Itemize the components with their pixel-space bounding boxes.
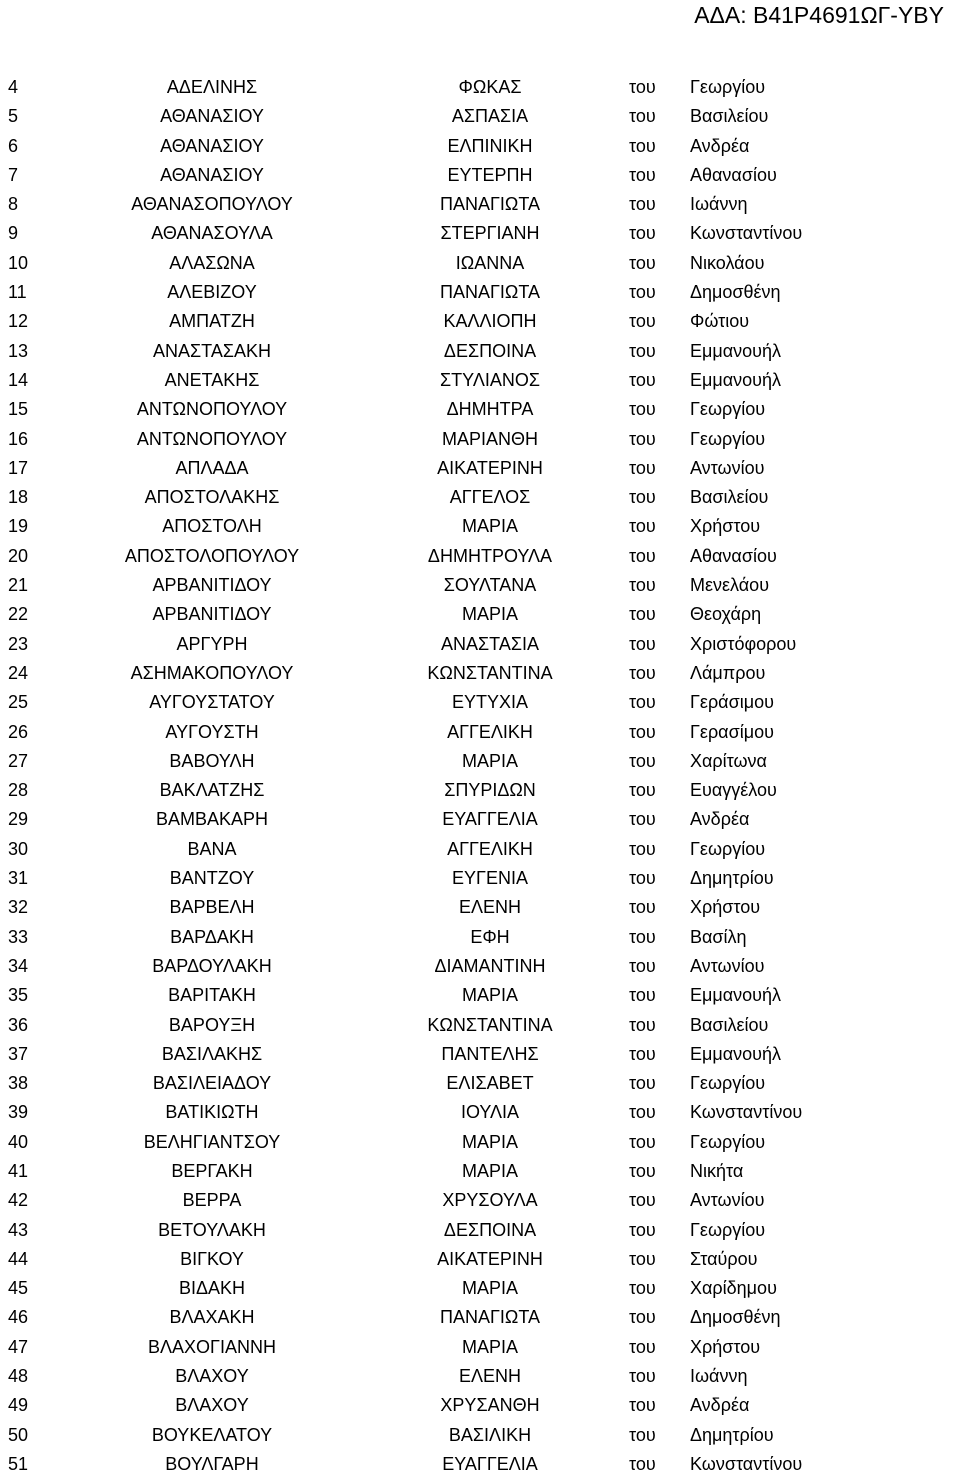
surname: ΑΥΓΟΥΣΤΗ bbox=[165, 721, 259, 742]
first-name: ΒΑΣΙΛΙΚΗ bbox=[448, 1424, 532, 1445]
list-row bbox=[0, 1011, 960, 1040]
of-word: του bbox=[629, 369, 656, 390]
list-row bbox=[0, 1274, 960, 1303]
of-word: του bbox=[629, 1190, 656, 1211]
first-name: ΕΥΑΓΓΕΛΙΑ bbox=[442, 809, 538, 830]
of-word: του bbox=[629, 838, 656, 859]
first-name: ΑΓΓΕΛΙΚΗ bbox=[447, 721, 533, 742]
surname: ΒΕΤΟΥΛΑΚΗ bbox=[158, 1219, 266, 1240]
father-name: Αντωνίου bbox=[690, 457, 765, 478]
first-name: ΣΠΥΡΙΔΩΝ bbox=[444, 780, 536, 801]
first-name: ΑΙΚΑΤΕΡΙΝΗ bbox=[437, 457, 543, 478]
father-name: Βασιλείου bbox=[690, 487, 769, 508]
of-word: του bbox=[629, 545, 656, 566]
of-word: του bbox=[629, 721, 656, 742]
father-name: Γεωργίου bbox=[690, 428, 766, 449]
surname: ΒΑΡΔΑΚΗ bbox=[170, 926, 254, 947]
first-name: ΑΓΓΕΛΟΣ bbox=[449, 487, 531, 508]
father-name: Γεωργίου bbox=[690, 1073, 766, 1094]
of-word: του bbox=[629, 516, 656, 537]
first-name: ΕΥΓΕΝΙΑ bbox=[452, 868, 528, 889]
first-name: ΣΤΕΡΓΙΑΝΗ bbox=[440, 223, 540, 244]
of-word: του bbox=[629, 897, 656, 918]
surname: ΑΘΑΝΑΣΙΟΥ bbox=[160, 135, 264, 156]
of-word: του bbox=[629, 604, 656, 625]
name-list bbox=[0, 73, 960, 1479]
of-word: του bbox=[629, 1043, 656, 1064]
row-number: 27 bbox=[8, 750, 29, 771]
row-number: 28 bbox=[8, 780, 29, 801]
surname: ΒΑΤΙΚΙΩΤΗ bbox=[165, 1102, 259, 1123]
list-row bbox=[0, 366, 960, 395]
father-name: Κωνσταντίνου bbox=[690, 1102, 803, 1123]
list-row bbox=[0, 542, 960, 571]
list-row bbox=[0, 1186, 960, 1215]
father-name: Γεωργίου bbox=[690, 1219, 766, 1240]
of-word: του bbox=[629, 926, 656, 947]
father-name: Χριστόφορου bbox=[690, 633, 797, 654]
row-number: 51 bbox=[8, 1453, 29, 1474]
row-number: 21 bbox=[8, 575, 29, 596]
surname: ΑΝΑΣΤΑΣΑΚΗ bbox=[153, 340, 271, 361]
surname: ΑΝΤΩΝΟΠΟΥΛΟΥ bbox=[136, 399, 288, 420]
of-word: του bbox=[629, 1307, 656, 1328]
list-row bbox=[0, 132, 960, 161]
first-name: ΜΑΡΙΑ bbox=[461, 1336, 519, 1357]
first-name: ΙΟΥΛΙΑ bbox=[460, 1102, 520, 1123]
of-word: του bbox=[629, 575, 656, 596]
list-row bbox=[0, 1216, 960, 1245]
surname: ΑΝΕΤΑΚΗΣ bbox=[164, 369, 260, 390]
list-row bbox=[0, 337, 960, 366]
surname: ΒΕΡΓΑΚΗ bbox=[171, 1160, 253, 1181]
father-name: Αθανασίου bbox=[690, 164, 777, 185]
first-name: ΜΑΡΙΑ bbox=[461, 1160, 519, 1181]
surname: ΒΛΑΧΟΥ bbox=[175, 1366, 249, 1387]
of-word: του bbox=[629, 135, 656, 156]
first-name: ΔΙΑΜΑΝΤΙΝΗ bbox=[434, 955, 546, 976]
row-number: 23 bbox=[8, 633, 29, 654]
row-number: 37 bbox=[8, 1043, 29, 1064]
surname: ΑΡΒΑΝΙΤΙΔΟΥ bbox=[152, 575, 272, 596]
of-word: του bbox=[629, 311, 656, 332]
father-name: Εμμανουήλ bbox=[690, 369, 782, 390]
surname: ΒΛΑΧΑΚΗ bbox=[169, 1307, 255, 1328]
first-name: ΑΣΠΑΣΙΑ bbox=[451, 106, 529, 127]
of-word: του bbox=[629, 1336, 656, 1357]
surname: ΑΘΑΝΑΣΙΟΥ bbox=[160, 164, 264, 185]
father-name: Ιωάννη bbox=[690, 1366, 748, 1387]
row-number: 30 bbox=[8, 838, 29, 859]
first-name: ΜΑΡΙΑ bbox=[461, 516, 519, 537]
first-name: ΠΑΝΑΓΙΩΤΑ bbox=[439, 194, 541, 215]
father-name: Ανδρέα bbox=[690, 809, 750, 830]
surname: ΑΥΓΟΥΣΤΑΤΟΥ bbox=[149, 692, 275, 713]
row-number: 39 bbox=[8, 1102, 29, 1123]
first-name: ΑΓΓΕΛΙΚΗ bbox=[447, 838, 533, 859]
list-row bbox=[0, 776, 960, 805]
first-name: ΔΕΣΠΟΙΝΑ bbox=[443, 1219, 537, 1240]
row-number: 38 bbox=[8, 1073, 29, 1094]
of-word: του bbox=[629, 809, 656, 830]
list-row bbox=[0, 219, 960, 248]
first-name: ΚΩΝΣΤΑΝΤΙΝΑ bbox=[427, 662, 553, 683]
row-number: 25 bbox=[8, 692, 29, 713]
of-word: του bbox=[629, 955, 656, 976]
first-name: ΕΛΕΝΗ bbox=[458, 1366, 522, 1387]
surname: ΒΑΡΙΤΑΚΗ bbox=[168, 985, 256, 1006]
father-name: Εμμανουήλ bbox=[690, 340, 782, 361]
row-number: 15 bbox=[8, 399, 29, 420]
first-name: ΚΩΝΣΤΑΝΤΙΝΑ bbox=[427, 1014, 553, 1035]
surname: ΒΑΣΙΛΑΚΗΣ bbox=[161, 1043, 263, 1064]
of-word: του bbox=[629, 223, 656, 244]
list-row bbox=[0, 278, 960, 307]
row-number: 33 bbox=[8, 926, 29, 947]
list-row bbox=[0, 190, 960, 219]
of-word: του bbox=[629, 1102, 656, 1123]
list-row bbox=[0, 981, 960, 1010]
surname: ΑΝΤΩΝΟΠΟΥΛΟΥ bbox=[136, 428, 288, 449]
surname: ΒΟΥΚΕΛΑΤΟΥ bbox=[151, 1424, 273, 1445]
of-word: του bbox=[629, 399, 656, 420]
father-name: Αθανασίου bbox=[690, 545, 777, 566]
father-name: Κωνσταντίνου bbox=[690, 223, 803, 244]
of-word: του bbox=[629, 1160, 656, 1181]
row-number: 24 bbox=[8, 662, 29, 683]
row-number: 41 bbox=[8, 1160, 29, 1181]
list-row bbox=[0, 1128, 960, 1157]
father-name: Βασιλείου bbox=[690, 1014, 769, 1035]
surname: ΑΘΑΝΑΣΙΟΥ bbox=[160, 106, 264, 127]
first-name: ΙΩΑΝΝΑ bbox=[455, 252, 525, 273]
surname: ΒΙΓΚΟΥ bbox=[180, 1248, 244, 1269]
father-name: Χαρίδημου bbox=[690, 1278, 777, 1299]
first-name: ΧΡΥΣΑΝΘΗ bbox=[440, 1395, 540, 1416]
father-name: Βασιλείου bbox=[690, 106, 769, 127]
first-name: ΜΑΡΙΑ bbox=[461, 1131, 519, 1152]
list-row bbox=[0, 923, 960, 952]
row-number: 4 bbox=[8, 77, 19, 97]
list-row bbox=[0, 1245, 960, 1274]
surname: ΒΛΑΧΟΓΙΑΝΝΗ bbox=[148, 1336, 276, 1357]
row-number: 29 bbox=[8, 809, 29, 830]
list-row bbox=[0, 630, 960, 659]
surname: ΒΑΒΟΥΛΗ bbox=[169, 750, 255, 771]
father-name: Νικολάου bbox=[690, 252, 765, 273]
row-number: 6 bbox=[8, 135, 19, 156]
father-name: Θεοχάρη bbox=[690, 604, 762, 625]
father-name: Γεωργίου bbox=[690, 838, 766, 859]
father-name: Φώτιου bbox=[690, 311, 750, 332]
list-row bbox=[0, 718, 960, 747]
father-name: Εμμανουήλ bbox=[690, 985, 782, 1006]
first-name: ΕΛΙΣΑΒΕΤ bbox=[446, 1073, 534, 1094]
row-number: 50 bbox=[8, 1424, 29, 1445]
father-name: Γεωργίου bbox=[690, 1131, 766, 1152]
list-row bbox=[0, 512, 960, 541]
row-number: 11 bbox=[8, 282, 27, 303]
of-word: του bbox=[629, 194, 656, 215]
of-word: του bbox=[629, 633, 656, 654]
surname: ΒΙΔΑΚΗ bbox=[178, 1278, 246, 1299]
of-word: του bbox=[629, 780, 656, 801]
of-word: του bbox=[629, 1014, 656, 1035]
of-word: του bbox=[629, 985, 656, 1006]
of-word: του bbox=[629, 77, 656, 97]
list-row bbox=[0, 688, 960, 717]
row-number: 14 bbox=[8, 369, 29, 390]
row-number: 43 bbox=[8, 1219, 29, 1240]
first-name: ΔΗΜΗΤΡΑ bbox=[446, 399, 534, 420]
surname: ΒΛΑΧΟΥ bbox=[175, 1395, 249, 1416]
first-name: ΕΦΗ bbox=[470, 926, 510, 947]
of-word: του bbox=[629, 662, 656, 683]
list-row bbox=[0, 307, 960, 336]
first-name: ΕΛΕΝΗ bbox=[458, 897, 522, 918]
ada-header: ΑΔΑ: Β41Ρ4691ΩΓ-ΥΒΥ bbox=[694, 2, 944, 28]
of-word: του bbox=[629, 1453, 656, 1474]
first-name: ΠΑΝΑΓΙΩΤΑ bbox=[439, 282, 541, 303]
surname: ΑΡΒΑΝΙΤΙΔΟΥ bbox=[152, 604, 272, 625]
row-number: 45 bbox=[8, 1278, 29, 1299]
list-row bbox=[0, 102, 960, 131]
list-row bbox=[0, 483, 960, 512]
of-word: του bbox=[629, 1073, 656, 1094]
surname: ΑΠΛΑΔΑ bbox=[175, 457, 249, 478]
of-word: του bbox=[629, 1395, 656, 1416]
row-number: 46 bbox=[8, 1307, 29, 1328]
father-name: Γερασίμου bbox=[690, 721, 774, 742]
row-number: 22 bbox=[8, 604, 29, 625]
list-row bbox=[0, 1157, 960, 1186]
surname: ΒΕΛΗΓΙΑΝΤΣΟΥ bbox=[143, 1131, 281, 1152]
surname: ΒΑΝΑ bbox=[187, 838, 237, 859]
list-row bbox=[0, 425, 960, 454]
list-row bbox=[0, 73, 960, 102]
first-name: ΜΑΡΙΑ bbox=[461, 604, 519, 625]
row-number: 13 bbox=[8, 340, 29, 361]
father-name: Δημοσθένη bbox=[690, 1307, 781, 1328]
list-row bbox=[0, 1303, 960, 1332]
list-row bbox=[0, 747, 960, 776]
surname: ΒΑΡΟΥΞΗ bbox=[168, 1014, 256, 1035]
row-number: 48 bbox=[8, 1366, 29, 1387]
of-word: του bbox=[629, 1248, 656, 1269]
first-name: ΧΡΥΣΟΥΛΑ bbox=[442, 1190, 538, 1211]
surname: ΑΛΕΒΙΖΟΥ bbox=[167, 282, 257, 303]
row-number: 31 bbox=[8, 868, 29, 889]
father-name: Σταύρου bbox=[690, 1248, 758, 1269]
father-name: Εμμανουήλ bbox=[690, 1043, 782, 1064]
first-name: ΔΗΜΗΤΡΟΥΛΑ bbox=[427, 545, 553, 566]
father-name: Χρήστου bbox=[690, 516, 761, 537]
surname: ΑΜΠΑΤΖΗ bbox=[169, 311, 255, 332]
surname: ΑΘΑΝΑΣΟΠΟΥΛΟΥ bbox=[131, 194, 293, 215]
row-number: 12 bbox=[8, 311, 29, 332]
father-name: Μενελάου bbox=[690, 575, 770, 596]
list-row bbox=[0, 659, 960, 688]
surname: ΑΠΟΣΤΟΛΑΚΗΣ bbox=[144, 487, 280, 508]
first-name: ΜΑΡΙΑΝΘΗ bbox=[441, 428, 539, 449]
of-word: του bbox=[629, 164, 656, 185]
father-name: Δημητρίου bbox=[690, 1424, 774, 1445]
list-row bbox=[0, 1362, 960, 1391]
row-number: 16 bbox=[8, 428, 29, 449]
first-name: ΚΑΛΛΙΟΠΗ bbox=[443, 311, 537, 332]
surname: ΒΑΝΤΖΟΥ bbox=[169, 868, 255, 889]
of-word: του bbox=[629, 750, 656, 771]
row-number: 26 bbox=[8, 721, 29, 742]
list-row bbox=[0, 454, 960, 483]
list-row bbox=[0, 805, 960, 834]
of-word: του bbox=[629, 1219, 656, 1240]
surname: ΑΠΟΣΤΟΛΟΠΟΥΛΟΥ bbox=[124, 545, 300, 566]
first-name: ΑΝΑΣΤΑΣΙΑ bbox=[441, 633, 539, 654]
father-name: Αντωνίου bbox=[690, 955, 765, 976]
father-name: Κωνσταντίνου bbox=[690, 1453, 803, 1474]
father-name: Νικήτα bbox=[690, 1160, 744, 1181]
father-name: Βασίλη bbox=[690, 926, 747, 947]
of-word: του bbox=[629, 1424, 656, 1445]
father-name: Ανδρέα bbox=[690, 1395, 750, 1416]
row-number: 10 bbox=[8, 252, 29, 273]
row-number: 20 bbox=[8, 545, 29, 566]
of-word: του bbox=[629, 692, 656, 713]
surname: ΒΑΚΛΑΤΖΗΣ bbox=[159, 780, 265, 801]
surname: ΒΑΡΒΕΛΗ bbox=[169, 897, 255, 918]
list-row bbox=[0, 893, 960, 922]
row-number: 49 bbox=[8, 1395, 29, 1416]
list-row bbox=[0, 1040, 960, 1069]
first-name: ΑΙΚΑΤΕΡΙΝΗ bbox=[437, 1248, 543, 1269]
row-number: 17 bbox=[8, 457, 29, 478]
father-name: Δημητρίου bbox=[690, 868, 774, 889]
of-word: του bbox=[629, 457, 656, 478]
surname: ΑΡΓΥΡΗ bbox=[176, 633, 248, 654]
first-name: ΕΥΤΕΡΠΗ bbox=[447, 164, 533, 185]
father-name: Γεωργίου bbox=[690, 399, 766, 420]
first-name: ΣΤΥΛΙΑΝΟΣ bbox=[440, 369, 540, 390]
of-word: του bbox=[629, 428, 656, 449]
first-name: ΔΕΣΠΟΙΝΑ bbox=[443, 340, 537, 361]
row-number: 47 bbox=[8, 1336, 29, 1357]
surname: ΑΠΟΣΤΟΛΗ bbox=[162, 516, 262, 537]
row-number: 36 bbox=[8, 1014, 29, 1035]
surname: ΒΑΜΒΑΚΑΡΗ bbox=[155, 809, 269, 830]
father-name: Χρήστου bbox=[690, 1336, 761, 1357]
row-number: 8 bbox=[8, 194, 19, 215]
father-name: Αντωνίου bbox=[690, 1190, 765, 1211]
row-number: 35 bbox=[8, 985, 29, 1006]
row-number: 9 bbox=[8, 223, 19, 244]
row-number: 5 bbox=[8, 106, 19, 127]
of-word: του bbox=[629, 106, 656, 127]
first-name: ΕΥΑΓΓΕΛΙΑ bbox=[442, 1453, 538, 1474]
surname: ΒΕΡΡΑ bbox=[182, 1190, 242, 1211]
list-row bbox=[0, 600, 960, 629]
first-name: ΜΑΡΙΑ bbox=[461, 985, 519, 1006]
row-number: 44 bbox=[8, 1248, 29, 1269]
of-word: του bbox=[629, 1131, 656, 1152]
surname: ΑΛΑΣΩΝΑ bbox=[169, 252, 255, 273]
of-word: του bbox=[629, 282, 656, 303]
list-row bbox=[0, 1098, 960, 1127]
father-name: Γεράσιμου bbox=[690, 692, 774, 713]
list-row bbox=[0, 1421, 960, 1450]
surname: ΑΣΗΜΑΚΟΠΟΥΛΟΥ bbox=[130, 662, 294, 683]
list-row bbox=[0, 249, 960, 278]
surname: ΑΔΕΛΙΝΗΣ bbox=[166, 77, 258, 97]
first-name: ΦΩΚΑΣ bbox=[458, 77, 522, 97]
surname: ΒΑΣΙΛΕΙΑΔΟΥ bbox=[152, 1073, 272, 1094]
surname: ΒΑΡΔΟΥΛΑΚΗ bbox=[152, 955, 272, 976]
father-name: Ιωάννη bbox=[690, 194, 748, 215]
list-row bbox=[0, 864, 960, 893]
of-word: του bbox=[629, 340, 656, 361]
of-word: του bbox=[629, 1278, 656, 1299]
surname: ΒΟΥΛΓΑΡΗ bbox=[165, 1453, 259, 1474]
first-name: ΕΛΠΙΝΙΚΗ bbox=[447, 135, 533, 156]
row-number: 34 bbox=[8, 955, 29, 976]
father-name: Δημοσθένη bbox=[690, 282, 781, 303]
list-row bbox=[0, 1450, 960, 1479]
father-name: Χρήστου bbox=[690, 897, 761, 918]
list-row bbox=[0, 1069, 960, 1098]
of-word: του bbox=[629, 487, 656, 508]
father-name: Χαρίτωνα bbox=[690, 750, 767, 771]
first-name: ΜΑΡΙΑ bbox=[461, 1278, 519, 1299]
of-word: του bbox=[629, 1366, 656, 1387]
list-row bbox=[0, 161, 960, 190]
father-name: Ευαγγέλου bbox=[690, 780, 777, 801]
father-name: Ανδρέα bbox=[690, 135, 750, 156]
of-word: του bbox=[629, 252, 656, 273]
row-number: 19 bbox=[8, 516, 29, 537]
row-number: 40 bbox=[8, 1131, 29, 1152]
list-row bbox=[0, 395, 960, 424]
first-name: ΜΑΡΙΑ bbox=[461, 750, 519, 771]
father-name: Γεωργίου bbox=[690, 77, 766, 97]
first-name: ΕΥΤΥΧΙΑ bbox=[451, 692, 529, 713]
row-number: 32 bbox=[8, 897, 29, 918]
list-row bbox=[0, 835, 960, 864]
list-row bbox=[0, 952, 960, 981]
first-name: ΠΑΝΤΕΛΗΣ bbox=[441, 1043, 539, 1064]
list-row bbox=[0, 1391, 960, 1420]
surname: ΑΘΑΝΑΣΟΥΛΑ bbox=[151, 223, 273, 244]
father-name: Λάμπρου bbox=[690, 662, 766, 683]
first-name: ΠΑΝΑΓΙΩΤΑ bbox=[439, 1307, 541, 1328]
list-row bbox=[0, 1333, 960, 1362]
first-name: ΣΟΥΛΤΑΝΑ bbox=[443, 575, 537, 596]
row-number: 7 bbox=[8, 164, 19, 185]
of-word: του bbox=[629, 868, 656, 889]
list-row bbox=[0, 571, 960, 600]
row-number: 18 bbox=[8, 487, 29, 508]
row-number: 42 bbox=[8, 1190, 29, 1211]
